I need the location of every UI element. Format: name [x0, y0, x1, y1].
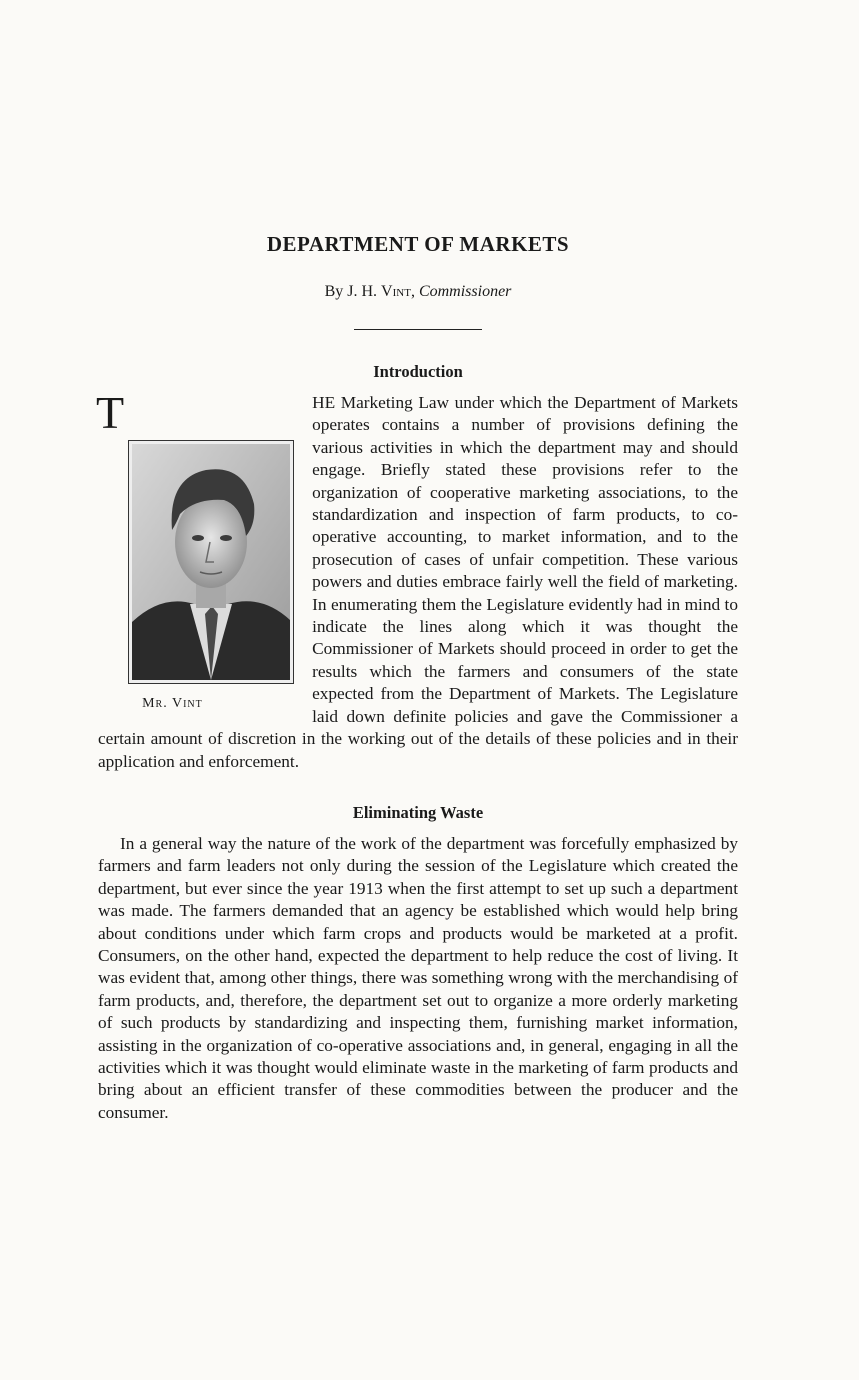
- introduction-heading: Introduction: [373, 362, 463, 381]
- byline: By J. H. Vint, Commissioner: [324, 283, 512, 300]
- byline-prefix: By J. H.: [324, 283, 382, 300]
- portrait-photo: [128, 440, 294, 684]
- introduction-section: [96, 387, 738, 773]
- introduction-paragraph: HE Marketing Law under which the Department of Markets operates contains a number of provisions defining the various activities in which the department may and should engage. Briefly stated these provisions refer to the organization of cooperative marketing associations, to the standardization and inspection of farm products, to co-operative accounting, to market information, and to the prosecution of cases of unfair competition. These various powers and duties embrace fairly well the field of marketing. In enumerating them the Legislature evidently had in mind to indicate the lines along which it was thought the Commissioner of Markets should proceed in order to get the results which the farmers and consumers of the state expected from the Department of Markets. The Legislature laid down definite policies and gave the Commissioner a certain amount of discretion in the working out of the details of these policies and in their application and enforcement.: [98, 393, 738, 771]
- portrait-caption: Mr. Vint: [142, 696, 203, 711]
- eliminating-waste-heading: Eliminating Waste: [352, 802, 484, 822]
- portrait-image: [132, 444, 290, 680]
- author-role: Commissioner: [418, 283, 512, 300]
- article: [98, 232, 738, 1124]
- drop-cap: T: [96, 387, 125, 438]
- title-divider: [354, 329, 482, 330]
- portrait-figure: [128, 440, 294, 712]
- eliminating-waste-paragraph: In a general way the nature of the work of the department was forcefully emphasized by farmers and farm leaders not only during the session of the Legislature which created the department, but ever since the year 1913 when the first attempt to set up such a department was made. The farmers demanded that an agency be established which would help bring about conditions under which farm crops and products would be marketed at a profit. Consumers, on the other hand, expected the department to help reduce the cost of living. It was evident that, among other things, there was something wrong with the merchandising of farm products, and, therefore, the department set out to organize a more orderly marketing of such products by standardizing and inspecting them, furnishing market information, assisting in the organization of co-operative associations and, in general, engaging in all the activities which it was thought would eliminate waste in the marketing of farm products and bring about an efficient transfer of these commodities between the producer and the consumer.: [98, 833, 738, 1122]
- author-surname: Vint: [381, 283, 411, 300]
- eliminating-waste-section: [98, 803, 738, 1124]
- article-title: DEPARTMENT OF MARKETS: [266, 232, 570, 256]
